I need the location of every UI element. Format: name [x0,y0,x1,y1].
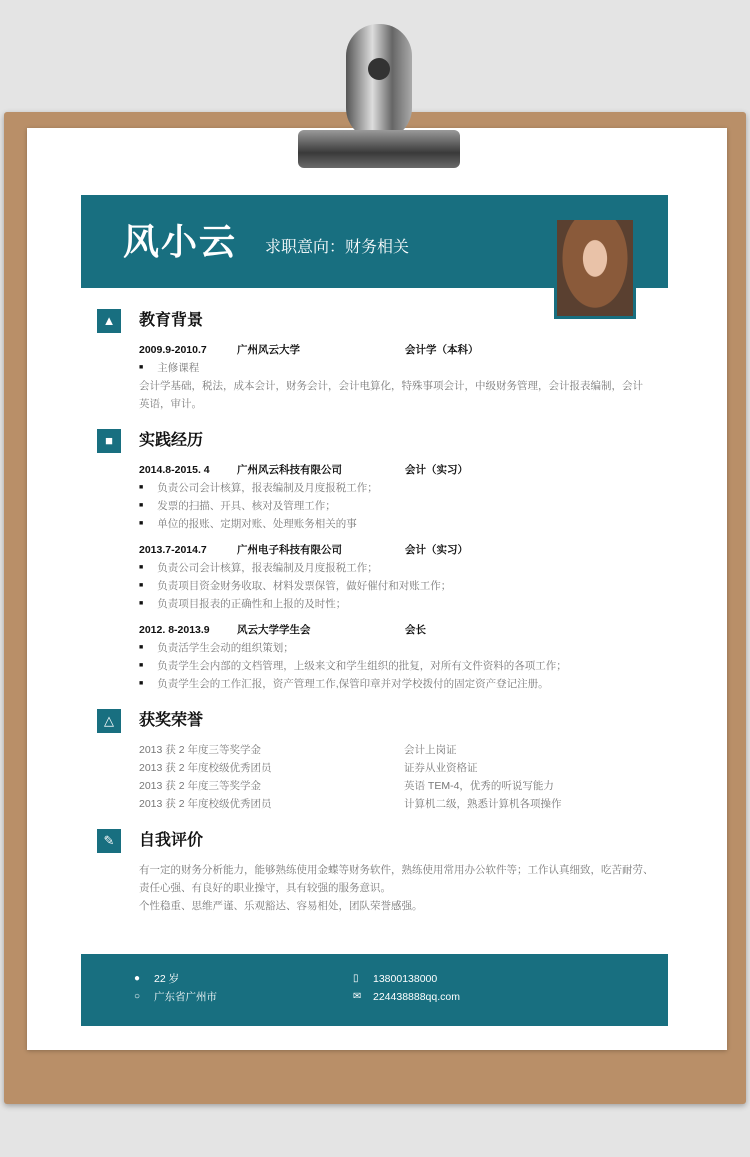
exp-org: 广州风云科技有限公司 [237,464,342,476]
list-item: ■ 负责活学生会动的组织策划； [139,639,657,657]
exp-date: 2014.8-2015. 4 [139,464,210,476]
award-item: 2013 获 2 年度校级优秀团员 [139,762,272,774]
section-self-evaluation [97,829,657,915]
certificate-item: 会计上岗证 [404,744,457,756]
exp-date: 2013.7-2014.7 [139,544,207,556]
certificate-item: 英语 TEM-4，优秀的听说写能力 [404,780,554,792]
award-item: 2013 获 2 年度三等奖学金 [139,744,261,756]
section-header [97,429,657,453]
course-label: ■ 主修课程 [139,359,657,377]
section-title: 实践经历 [139,432,204,449]
section-header [97,309,657,333]
section-experience [97,429,657,693]
list-item: ■ 负责项目报表的正确性和上报的及时性； [139,595,657,613]
courses-line: 会计学基础，税法，成本会计，财务会计，会计电算化，特殊事项会计，中级财务管理，会计报表编制，会计 [139,380,643,392]
list-item: ■ 发票的扫描、开具、核对及管理工作； [139,497,657,515]
experience-entry [139,621,657,693]
exp-header-row [139,461,657,479]
exp-org: 风云大学学生会 [237,624,311,636]
section-header [97,829,657,853]
candidate-name: 风小云 [123,220,238,262]
job-intent: 求职意向：财务相关 [265,239,410,256]
resume-body [97,309,657,931]
exp-org: 广州电子科技有限公司 [237,544,342,556]
exp-role: 会计（实习） [405,464,468,476]
award-item: 2013 获 2 年度校级优秀团员 [139,798,272,810]
experience-entry [139,461,657,533]
contact-footer [81,954,668,1026]
exp-date: 2012. 8-2013.9 [139,624,210,636]
courses-line: 英语，审计。 [139,398,202,410]
email-icon: ✉ [353,991,362,1002]
edu-header-row [139,341,657,359]
self-line: 个性稳重、思维严谨、乐观豁达、容易相处，团队荣誉感强。 [139,900,423,912]
list-item: ■ 负责项目资金财务收取、材料发票保管，做好催付和对账工作； [139,577,657,595]
certificate-item: 计算机二级，熟悉计算机各项操作 [404,798,562,810]
flask-icon: △ [97,709,121,733]
user-icon: ● [134,973,141,984]
exp-role: 会计（实习） [405,544,468,556]
section-title: 教育背景 [139,312,204,329]
exp-header-row [139,621,657,639]
list-item: ■ 负责公司会计核算，报表编制及月度报税工作； [139,479,657,497]
certificate-item: 证券从业资格证 [404,762,478,774]
list-item: ■ 负责学生会的工作汇报，资产管理工作,保管印章并对学校拨付的固定资产登记注册。 [139,675,657,693]
edu-major: 会计学（本科） [405,344,479,356]
location: 广东省广州市 [154,991,217,1003]
clip-icon [298,130,460,168]
exp-role: 会长 [405,624,426,636]
graduation-cap-icon: ▲ [97,309,121,333]
section-education [97,309,657,413]
list-item: ■ 单位的报账、定期对账、处理账务相关的事 [139,515,657,533]
avatar-photo [554,217,636,319]
self-line: 有一定的财务分析能力，能够熟练使用金蝶等财务软件，熟练使用常用办公软件等；工作认真细致，吃苦耐劳、 [139,864,654,876]
award-item: 2013 获 2 年度三等奖学金 [139,780,261,792]
age: 22 岁 [154,973,180,985]
edu-school: 广州风云大学 [237,344,300,356]
experience-entry [139,541,657,613]
self-line: 责任心强、有良好的职业操守，具有较强的服务意识。 [139,882,391,894]
section-awards [97,709,657,813]
edit-icon: ✎ [97,829,121,853]
section-title: 获奖荣誉 [139,712,204,729]
section-title: 自我评价 [139,832,204,849]
email: 224438888qq.com [373,991,460,1003]
list-item: ■ 负责学生会内部的文档管理，上级来文和学生组织的批复，对所有文件资料的各项工作； [139,657,657,675]
exp-header-row [139,541,657,559]
phone-icon: ▯ [353,973,359,984]
section-header [97,709,657,733]
location-pin-icon: ○ [134,991,141,1002]
clip-ring-icon [346,24,412,140]
list-item: ■ 负责公司会计核算，报表编制及月度报税工作； [139,559,657,577]
edu-date: 2009.9-2010.7 [139,344,207,356]
phone: 13800138000 [373,973,438,985]
briefcase-icon: ■ [97,429,121,453]
